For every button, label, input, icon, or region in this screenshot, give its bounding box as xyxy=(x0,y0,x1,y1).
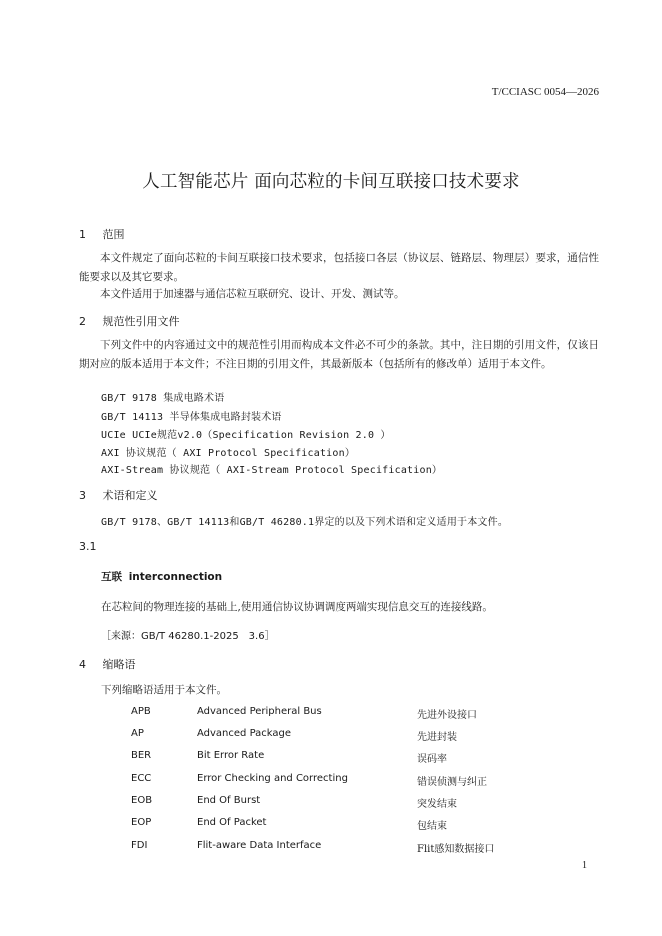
reference-item: GB/T 14113 半导体集成电路封装术语 xyxy=(101,412,282,423)
section-1-title: 范围 xyxy=(102,228,125,241)
standard-id: T/CCIASC 0054—2026 xyxy=(491,86,599,98)
entry-number: 3.1 xyxy=(79,540,97,553)
abbreviation-row xyxy=(0,840,662,860)
abbreviation-row xyxy=(0,728,662,748)
abbreviation-row xyxy=(0,706,662,726)
reference-item: AXI 协议规范（ AXI Protocol Specification） xyxy=(101,448,356,459)
abbr-full: Flit-aware Data Interface xyxy=(197,840,322,851)
term-chinese: 互联 xyxy=(101,571,122,583)
abbr-chinese: 错误侦测与纠正 xyxy=(417,777,487,788)
section-2-title: 规范性引用文件 xyxy=(102,315,180,328)
document-title: 人工智能芯片 面向芯粒的卡间互联接口技术要求 xyxy=(142,172,520,192)
abbreviation-row xyxy=(0,750,662,770)
abbr-chinese: 包结束 xyxy=(417,821,447,832)
abbr-code: FDI xyxy=(131,840,148,851)
reference-item: UCIe UCIe规范v2.0（Specification Revision 2.0 ） xyxy=(101,430,391,441)
abbr-full: End Of Packet xyxy=(197,817,267,828)
abbr-chinese: Flit感知数据接口 xyxy=(417,844,495,855)
section-2-heading xyxy=(79,313,180,329)
abbreviation-row xyxy=(0,795,662,815)
section-4-heading xyxy=(79,656,136,672)
section-3-number: 3 xyxy=(79,489,86,502)
abbr-chinese: 先进外设接口 xyxy=(417,710,477,721)
section-1-para-1: 本文件规定了面向芯粒的卡间互联接口技术要求，包括接口各层（协议层、链路层、物理层）要求，通信性能要求以及其它要求。 xyxy=(79,252,599,283)
abbr-code: AP xyxy=(131,728,144,739)
section-1-heading xyxy=(79,226,125,242)
abbr-full: Advanced Package xyxy=(197,728,292,739)
abbreviation-row xyxy=(0,773,662,793)
abbr-code: ECC xyxy=(131,773,152,784)
abbr-code: EOP xyxy=(131,817,152,828)
section-2-para-1: 下列文件中的内容通过文中的规范性引用而构成本文件必不可少的条款。其中，注日期的引用文件，仅该日期对应的版本适用于本文件；不注日期的引用文件，其最新版本（包括所有的修改单）适用于本文件。 xyxy=(79,339,599,370)
abbr-code: APB xyxy=(131,706,151,717)
section-3-title: 术语和定义 xyxy=(102,489,158,502)
abbr-full: End Of Burst xyxy=(197,795,261,806)
abbreviation-row xyxy=(0,817,662,837)
abbr-code: BER xyxy=(131,750,152,761)
abbr-chinese: 误码率 xyxy=(417,754,447,765)
abbr-chinese: 突发结束 xyxy=(417,799,457,810)
section-3-para-1: GB/T 9178、GB/T 14113和GB/T 46280.1界定的以及下列术语和定义适用于本文件。 xyxy=(101,517,509,528)
abbr-full: Bit Error Rate xyxy=(197,750,265,761)
abbr-full: Error Checking and Correcting xyxy=(197,773,348,784)
section-4-number: 4 xyxy=(79,658,86,671)
section-4-intro: 下列缩略语适用于本文件。 xyxy=(101,684,227,696)
page-number: 1 xyxy=(582,860,587,871)
term-english: interconnection xyxy=(128,571,223,583)
term-source: ［来源：GB/T 46280.1-2025 3.6］ xyxy=(101,631,275,642)
section-1-number: 1 xyxy=(79,228,86,241)
reference-item: GB/T 9178 集成电路术语 xyxy=(101,393,225,404)
reference-item: AXI-Stream 协议规范（ AXI-Stream Protocol Specification） xyxy=(101,465,443,476)
section-1-para-2: 本文件适用于加速器与通信芯粒互联研究、设计、开发、测试等。 xyxy=(100,288,405,300)
abbr-chinese: 先进封装 xyxy=(417,732,457,743)
section-3-heading xyxy=(79,487,158,503)
term-definition: 在芯粒间的物理连接的基础上,使用通信协议协调调度两端实现信息交互的连接线路。 xyxy=(101,601,493,613)
abbr-full: Advanced Peripheral Bus xyxy=(197,706,322,717)
term-entry xyxy=(101,569,222,584)
section-4-title: 缩略语 xyxy=(102,658,136,671)
section-2-number: 2 xyxy=(79,315,86,328)
abbr-code: EOB xyxy=(131,795,153,806)
